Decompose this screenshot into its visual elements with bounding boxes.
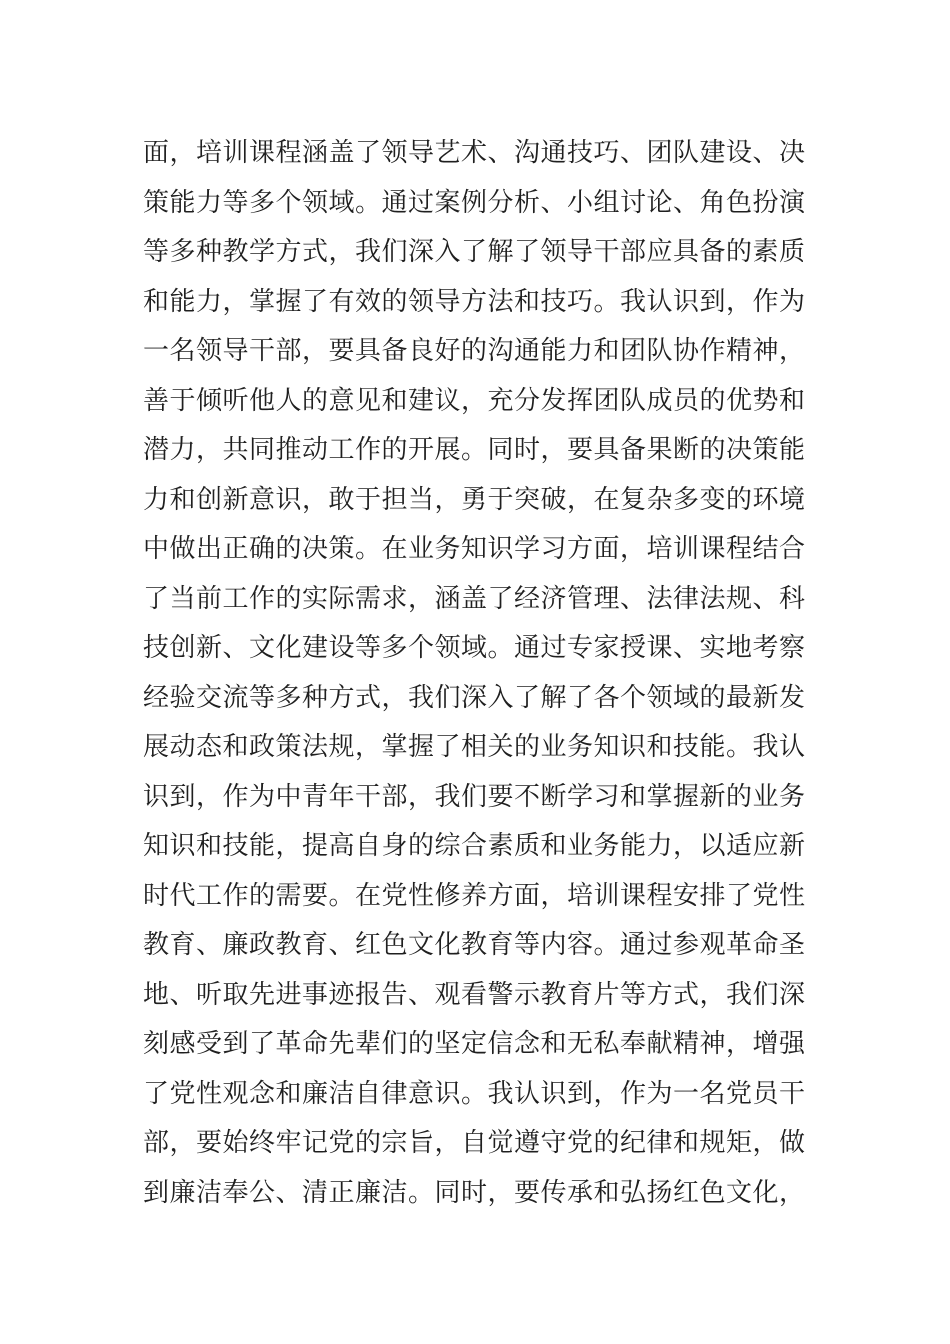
text-line: 时代工作的需要。在党性修养方面，培训课程安排了党性 (143, 880, 806, 911)
text-line: 到廉洁奉公、清正廉洁。同时，要传承和弘扬红色文化， (143, 1177, 806, 1208)
text-line: 知识和技能，提高自身的综合素质和业务能力，以适应新 (143, 831, 806, 861)
text-line: 部，要始终牢记党的宗旨，自觉遵守党的纪律和规矩，做 (143, 1128, 806, 1158)
text-line: 地、听取先进事迹报告、观看警示教育片等方式，我们深 (143, 979, 806, 1010)
text-line: 力和创新意识，敢于担当，勇于突破，在复杂多变的环境 (143, 484, 806, 515)
text-line: 和能力，掌握了有效的领导方法和技巧。我认识到，作为 (143, 286, 806, 317)
text-line: 面，培训课程涵盖了领导艺术、沟通技巧、团队建设、决 (143, 138, 806, 168)
text-line: 经验交流等多种方式，我们深入了解了各个领域的最新发 (143, 682, 806, 713)
text-line: 了当前工作的实际需求，涵盖了经济管理、法律法规、科 (143, 583, 806, 614)
body-text (143, 129, 813, 1218)
text-line: 教育、廉政教育、红色文化教育等内容。通过参观革命圣 (143, 930, 806, 960)
text-line: 技创新、文化建设等多个领域。通过专家授课、实地考察 (143, 633, 806, 663)
text-line: 识到，作为中青年干部，我们要不断学习和掌握新的业务 (143, 781, 806, 812)
text-line: 潜力，共同推动工作的开展。同时，要具备果断的决策能 (143, 435, 806, 465)
text-line: 善于倾听他人的意见和建议，充分发挥团队成员的优势和 (143, 385, 806, 416)
text-line: 了党性观念和廉洁自律意识。我认识到，作为一名党员干 (143, 1078, 806, 1109)
text-line: 等多种教学方式，我们深入了解了领导干部应具备的素质 (143, 237, 806, 267)
text-line: 中做出正确的决策。在业务知识学习方面，培训课程结合 (143, 534, 806, 564)
text-line: 刻感受到了革命先辈们的坚定信念和无私奉献精神，增强 (143, 1029, 806, 1059)
text-line: 策能力等多个领域。通过案例分析、小组讨论、角色扮演 (143, 187, 806, 218)
text-line: 展动态和政策法规，掌握了相关的业务知识和技能。我认 (143, 732, 806, 762)
text-line: 一名领导干部，要具备良好的沟通能力和团队协作精神， (143, 336, 806, 366)
